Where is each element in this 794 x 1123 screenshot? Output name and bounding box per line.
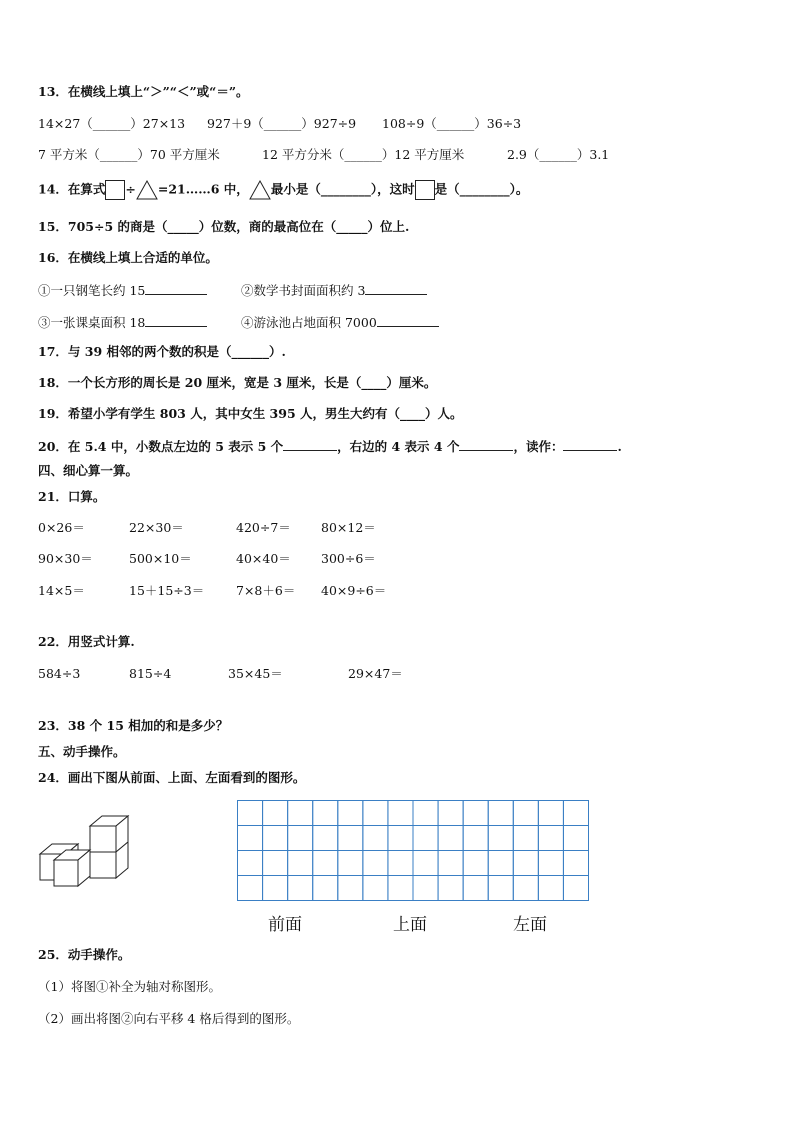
oral-calc-item: 22×30＝ [129,520,184,535]
q14-mid: =21……6 中， [157,181,249,197]
q14-prefix: 14．在算式 [38,181,106,197]
grid-cell[interactable] [363,801,388,826]
grid-cell[interactable] [563,876,588,901]
q16-item-3: ③一张课桌面积 18 [38,314,207,331]
grid-cell[interactable] [563,801,588,826]
label-front-view: 前面 [268,915,302,935]
answer-blank[interactable] [145,314,207,327]
square-box-icon [105,180,125,200]
grid-cell[interactable] [263,876,288,901]
grid-cell[interactable] [563,851,588,876]
oral-calc-item: 90×30＝ [38,551,93,566]
grid-cell[interactable] [538,801,563,826]
grid-cell[interactable] [513,851,538,876]
triangle-icon-2 [249,180,271,200]
grid-cell[interactable] [388,876,413,901]
vertical-calc-item: 29×47＝ [348,666,403,681]
grid-cell[interactable] [538,851,563,876]
grid-cell[interactable] [538,876,563,901]
grid-cell[interactable] [388,851,413,876]
grid-cell[interactable] [363,876,388,901]
grid-cell[interactable] [438,801,463,826]
oral-calc-item: 15＋15÷3＝ [129,583,205,598]
answer-blank[interactable] [459,438,513,451]
section-5-heading: 五、动手操作。 [38,744,126,759]
grid-cell[interactable] [263,826,288,851]
q16-title: 16．在横线上填上合适的单位。 [38,250,218,265]
grid-cell[interactable] [363,826,388,851]
grid-cell[interactable] [563,826,588,851]
grid-cell[interactable] [313,801,338,826]
grid-cell[interactable] [413,801,438,826]
cube-stack-figure [38,812,130,892]
vertical-calc-item: 35×45＝ [228,666,283,681]
label-top-view: 上面 [393,915,427,935]
q13-item-1: 14×27（______）27×13 [38,116,186,131]
grid-cell[interactable] [338,876,363,901]
grid-cell[interactable] [463,851,488,876]
q13-item-5: 12 平方分米（______）12 平方厘米 [262,147,465,162]
grid-cell[interactable] [488,826,513,851]
oral-calc-item: 40×9÷6＝ [321,583,387,598]
grid-cell[interactable] [238,826,263,851]
grid-cell[interactable] [463,876,488,901]
q14-min-text: 最小是（________），这时 [270,181,415,197]
triangle-icon [136,180,158,200]
q24-title: 24．画出下图从前面、上面、左面看到的图形。 [38,770,306,785]
grid-cell[interactable] [438,851,463,876]
q16-item-1: ①一只钢笔长约 15 [38,282,207,299]
q16-item-2: ②数学书封面面积约 3 [241,282,427,299]
q23: 23．38 个 15 相加的和是多少？ [38,718,229,733]
grid-cell[interactable] [238,801,263,826]
q15: 15．705÷5 的商是（_____）位数，商的最高位在（_____）位上. [38,219,410,234]
grid-cell[interactable] [538,826,563,851]
answer-blank[interactable] [377,314,439,327]
grid-cell[interactable] [513,876,538,901]
grid-cell[interactable] [313,851,338,876]
q25-item-1: （1）将图①补全为轴对称图形。 [38,979,221,994]
answer-blank[interactable] [283,438,337,451]
grid-cell[interactable] [388,826,413,851]
oral-calc-item: 300÷6＝ [321,551,376,566]
answer-blank[interactable] [365,282,427,295]
grid-cell[interactable] [313,876,338,901]
grid-cell[interactable] [288,851,313,876]
oral-calc-item: 80×12＝ [321,520,376,535]
q13-title: 13．在横线上填上“＞”“＜”或“＝”。 [38,84,249,99]
label-left-view: 左面 [513,915,547,935]
q20: 20．在 5.4 中，小数点左边的 5 表示 5 个 ，右边的 4 表示 4 个 ，读作： . [38,439,622,454]
q21-title: 21．口算。 [38,489,106,504]
oral-calc-item: 420÷7＝ [236,520,291,535]
q19: 19．希望小学有学生 803 人，其中女生 395 人，男生大约有（____）人。 [38,406,463,421]
grid-cell[interactable] [338,801,363,826]
section-4-heading: 四、细心算一算。 [38,463,139,478]
grid-cell[interactable] [413,876,438,901]
grid-cell[interactable] [513,801,538,826]
oral-calc-item: 14×5＝ [38,583,85,598]
square-box-icon-2 [415,180,435,200]
grid-cell[interactable] [513,826,538,851]
q13-item-3: 108÷9（______）36÷3 [382,116,522,131]
oral-calc-item: 500×10＝ [129,551,192,566]
grid-cell[interactable] [388,801,413,826]
q14-div: ÷ [125,181,136,197]
grid-cell[interactable] [413,826,438,851]
drawing-grid[interactable] [237,800,589,901]
oral-calc-item: 7×8＋6＝ [236,583,296,598]
q16-item-4: ④游泳池占地面积 7000 [241,314,439,331]
grid-cell[interactable] [288,826,313,851]
grid-cell[interactable] [463,826,488,851]
vertical-calc-item: 584÷3 [38,666,81,681]
q13-item-2: 927＋9（______）927÷9 [207,116,357,131]
grid-cell[interactable] [313,826,338,851]
grid-cell[interactable] [238,876,263,901]
grid-cell[interactable] [413,851,438,876]
answer-blank[interactable] [145,282,207,295]
oral-calc-item: 40×40＝ [236,551,291,566]
grid-cell[interactable] [263,851,288,876]
q25-title: 25．动手操作。 [38,947,131,962]
answer-blank[interactable] [563,438,617,451]
q18: 18．一个长方形的周长是 20 厘米，宽是 3 厘米，长是（____）厘米。 [38,375,437,390]
grid-cell[interactable] [338,826,363,851]
q13-item-6: 2.9（______）3.1 [507,147,610,162]
grid-cell[interactable] [288,801,313,826]
q22-title: 22．用竖式计算. [38,634,135,649]
grid-cell[interactable] [488,851,513,876]
q13-item-4: 7 平方米（______）70 平方厘米 [38,147,220,162]
grid-cell[interactable] [363,851,388,876]
grid-cell[interactable] [488,876,513,901]
q17: 17．与 39 相邻的两个数的积是（______）. [38,344,286,359]
grid-cell[interactable] [438,826,463,851]
q14-suffix: 是（________）。 [434,181,529,197]
oral-calc-item: 0×26＝ [38,520,85,535]
grid-cell[interactable] [488,801,513,826]
grid-cell[interactable] [263,801,288,826]
grid-cell[interactable] [238,851,263,876]
q25-item-2: （2）画出将图②向右平移 4 格后得到的图形。 [38,1011,300,1026]
grid-cell[interactable] [338,851,363,876]
grid-cell[interactable] [288,876,313,901]
vertical-calc-item: 815÷4 [129,666,172,681]
grid-cell[interactable] [463,801,488,826]
q14-line [38,180,528,200]
grid-cell[interactable] [438,876,463,901]
